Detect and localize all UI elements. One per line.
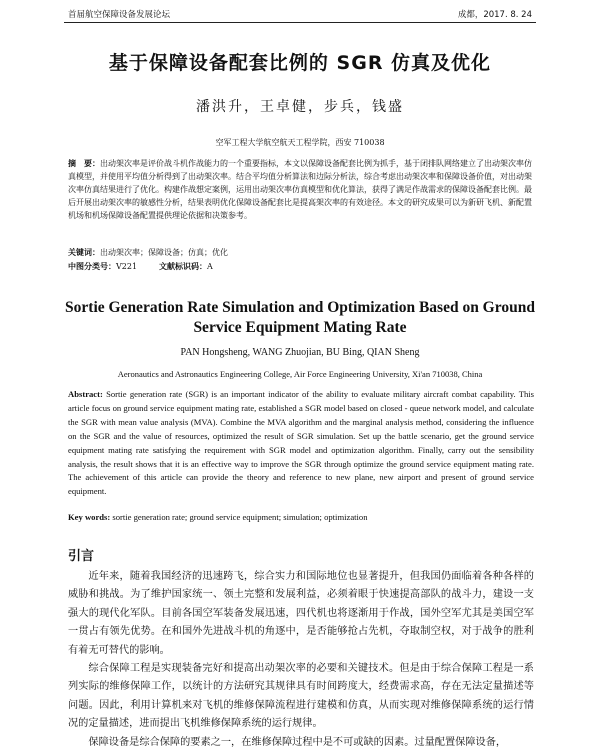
document-code bbox=[159, 262, 213, 271]
paragraph: 保障设备是综合保障的要素之一，在维修保障过程中是不可或缺的因素。过量配置保障设备， bbox=[88, 736, 507, 748]
header-rule bbox=[64, 22, 536, 23]
document-code-value: A bbox=[207, 262, 213, 271]
chinese-abstract bbox=[68, 157, 532, 222]
english-abstract bbox=[68, 388, 534, 499]
chinese-abstract-text: 出动架次率是评价战斗机作战能力的一个重要指标，本文以保障设备配套比例为抓手，基于闭排队网络建立了出动架次率仿真模型，并使用平均值分析得到了出动架次率。结合平均值分析算法和边际分析法，综合考虑出动架次率和保障设备价值，对出动架次率仿真结果进行了优化。构建作战想定案例，运用出动架次率仿真模型和优化算法，获得了满足作战需求的保障设备配套比例。最后开展出动架次率的敏感性分析，结果表明优化保障设备配套比是提高架次率的有效途径。本文的研究成果可以为新研飞机、新配置机场和机场保障设备配置提供理论依据和决策参考。 bbox=[68, 159, 532, 220]
chinese-keywords-text: 出动架次率；保障设备；仿真；优化 bbox=[100, 248, 228, 257]
clc-number bbox=[68, 262, 137, 271]
english-keywords bbox=[68, 511, 534, 523]
introduction-heading: 引言 bbox=[68, 549, 95, 564]
running-head-journal: 首届航空保障设备发展论坛 bbox=[68, 10, 171, 20]
english-abstract-label: Abstract: bbox=[68, 389, 103, 399]
paragraph: 近年来，随着我国经济的迅速跨飞，综合实力和国际地位也显著提升，但我国仍面临着各种各样的威胁和挑战。为了维护国家统一、领土完整和发展利益，必须着眼于快速提高部队的战斗力，建设一支强大的现代化军队。目前各国空军装备发展迅速，四代机也将逐渐用于作战，国外空军尤其是美国空军一贯占有领先优势。在和国外先进战斗机的角逐中，是否能够抢占先机，夺取制空权，对于战争的胜利有着无可替代的影响。 bbox=[68, 571, 534, 656]
english-affiliation: Aeronautics and Astronautics Engineering College, Air Force Engineering University, Xi'an 710038, China bbox=[117, 369, 483, 379]
english-keywords-label: Key words: bbox=[68, 512, 111, 522]
running-head bbox=[68, 8, 532, 22]
chinese-keywords bbox=[68, 246, 532, 259]
introduction-body bbox=[68, 568, 534, 752]
running-head-place-date: 成都，2017. 8. 24 bbox=[457, 10, 532, 20]
chinese-affiliation: 空军工程大学航空航天工程学院，西安 710038 bbox=[215, 138, 385, 147]
document-code-label: 文献标识码： bbox=[159, 261, 208, 271]
chinese-keywords-label: 关键词： bbox=[68, 247, 100, 257]
english-title: Sortie Generation Rate Simulation and Optimization Based on Ground Service Equipment Mating Rate bbox=[65, 299, 535, 336]
paragraph: 综合保障工程是实现装备完好和提高出动架次率的必要和关键技术。但是由于综合保障工程是一系列实际的维修保障工作，以统计的方法研究其规律具有时间跨度大，经费需求高，存在无法定量描述等问题。因此，利用计算机来对飞机的维修保障流程进行建模和仿真，从而实现对维修保障系统的运行情况的定量描述，进而提出飞机维修保障系统的运行规律。 bbox=[68, 663, 534, 730]
chinese-authors: 潘洪升，王卓健，步兵，钱盛 bbox=[196, 99, 404, 115]
chinese-abstract-label: 摘 要： bbox=[68, 159, 100, 168]
english-keywords-text: sortie generation rate; ground service equipment; simulation; optimization bbox=[110, 512, 368, 522]
classification-line bbox=[68, 260, 532, 273]
english-abstract-text: Sortie generation rate (SGR) is an important indicator of the ability to evaluate military aircraft combat capability. This article focus on ground service equipment mating rate, established a SGR model based on closed - queue network model, and calculate the SGR with mean value analysis (MVA). Combine the MVA algorithm and the marginal analysis method, considering the influence on the SGR and the value of resources, optimized the result of SGR simulation. Set up the battle scenario, get the ground service equipment mating rate satisfying the requirement with SGR model and optimization algorithm. Finally, carry out the sensibility analysis, the result shows that it is an effective way to improve the SGR through optimize the ground service equipment mating rate. The achievement of this article can provide the theory and reference to new plane, new airport and present of ground service equipment. bbox=[68, 389, 534, 497]
clc-value: V221 bbox=[116, 262, 138, 271]
clc-label: 中图分类号： bbox=[68, 261, 116, 271]
chinese-title: 基于保障设备配套比例的 SGR 仿真及优化 bbox=[108, 52, 492, 74]
english-authors: PAN Hongsheng, WANG Zhuojian, BU Bing, QIAN Sheng bbox=[180, 347, 420, 358]
